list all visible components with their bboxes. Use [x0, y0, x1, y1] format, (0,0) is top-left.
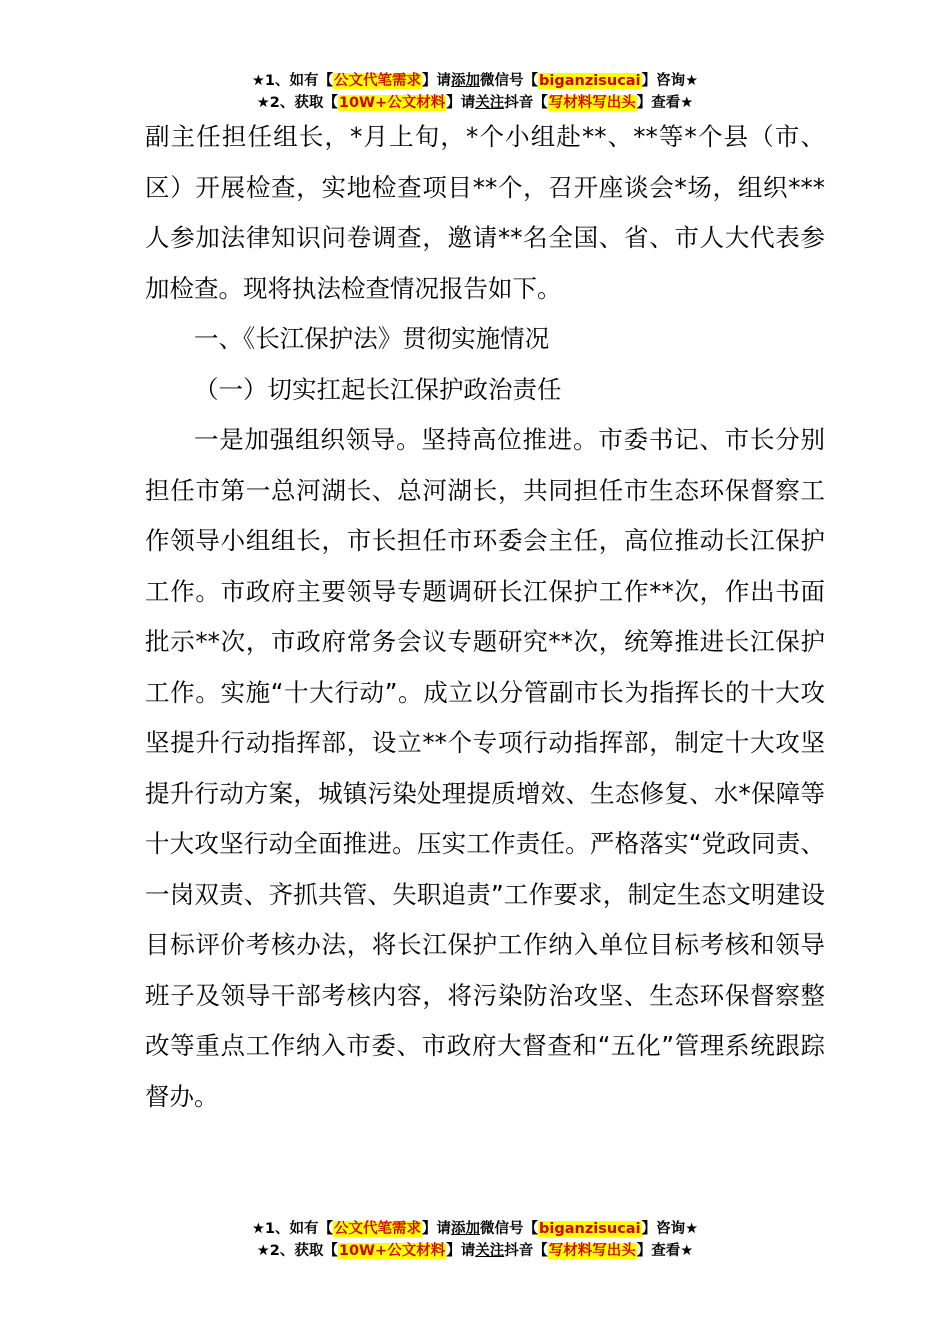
- banner-highlight-wechat-id: biganzisucai: [539, 73, 641, 89]
- document-body: [145, 112, 825, 1122]
- footer-banner: [0, 1218, 950, 1262]
- section-heading: 一、《长江保护法》贯彻实施情况: [194, 324, 550, 353]
- banner-highlight-materials: 10W+公文材料: [338, 1243, 446, 1259]
- banner-highlight-wechat-id: biganzisucai: [539, 1221, 641, 1237]
- banner-highlight-douyin-id: 写材料写出头: [548, 1243, 636, 1259]
- banner-line-1: ★1、如有【公文代笔需求】请添加微信号【biganzisucai】咨询★: [251, 73, 699, 89]
- header-banner: [0, 70, 950, 114]
- paragraph-organization-leadership: 一是加强组织领导。坚持高位推进。市委书记、市长分别担任市第一总河湖长、总河湖长，共同担任市生态环保督察工作领导小组组长，市长担任市环委会主任，高位推动长江保护工作。市政府主要领导专题调研长江保护工作**次，作出书面批示**次，市政府常务会议专题研究**次，统筹推进长江保护工作。实施“十大行动”。成立以分管副市长为指挥长的十大攻坚提升行动指挥部，设立**个专项行动指挥部，制定十大攻坚提升行动方案，城镇污染处理提质增效、生态修复、水*保障等十大攻坚行动全面推进。压实工作责任。严格落实“党政同责、一岗双责、齐抓共管、失职追责”工作要求，制定生态文明建设目标评价考核办法，将长江保护工作纳入单位目标考核和领导班子及领导干部考核内容，将污染防治攻坚、生态环保督察整改等重点工作纳入市委、市政府大督查和“五化”管理系统跟踪督办。: [145, 425, 825, 1111]
- subsection-heading: （一）切实扛起长江保护政治责任: [194, 374, 562, 404]
- banner-highlight-materials: 10W+公文材料: [338, 95, 446, 111]
- banner-highlight-service: 公文代笔需求: [334, 1221, 422, 1237]
- banner-line-1: ★1、如有【公文代笔需求】请添加微信号【biganzisucai】咨询★: [251, 1221, 699, 1237]
- banner-line-2: ★2、获取【10W+公文材料】请关注抖音【写材料写出头】查看★: [256, 95, 694, 111]
- banner-highlight-service: 公文代笔需求: [334, 73, 422, 89]
- paragraph-intro: 副主任担任组长，*月上旬，*个小组赴**、**等*个县（市、区）开展检查，实地检查项目**个，召开座谈会*场，组织***人参加法律知识问卷调查，邀请**名全国、省、市人大代表参加检查。现将执法检查情况报告如下。: [145, 122, 825, 303]
- banner-line-2: ★2、获取【10W+公文材料】请关注抖音【写材料写出头】查看★: [256, 1243, 694, 1259]
- banner-highlight-douyin-id: 写材料写出头: [548, 95, 636, 111]
